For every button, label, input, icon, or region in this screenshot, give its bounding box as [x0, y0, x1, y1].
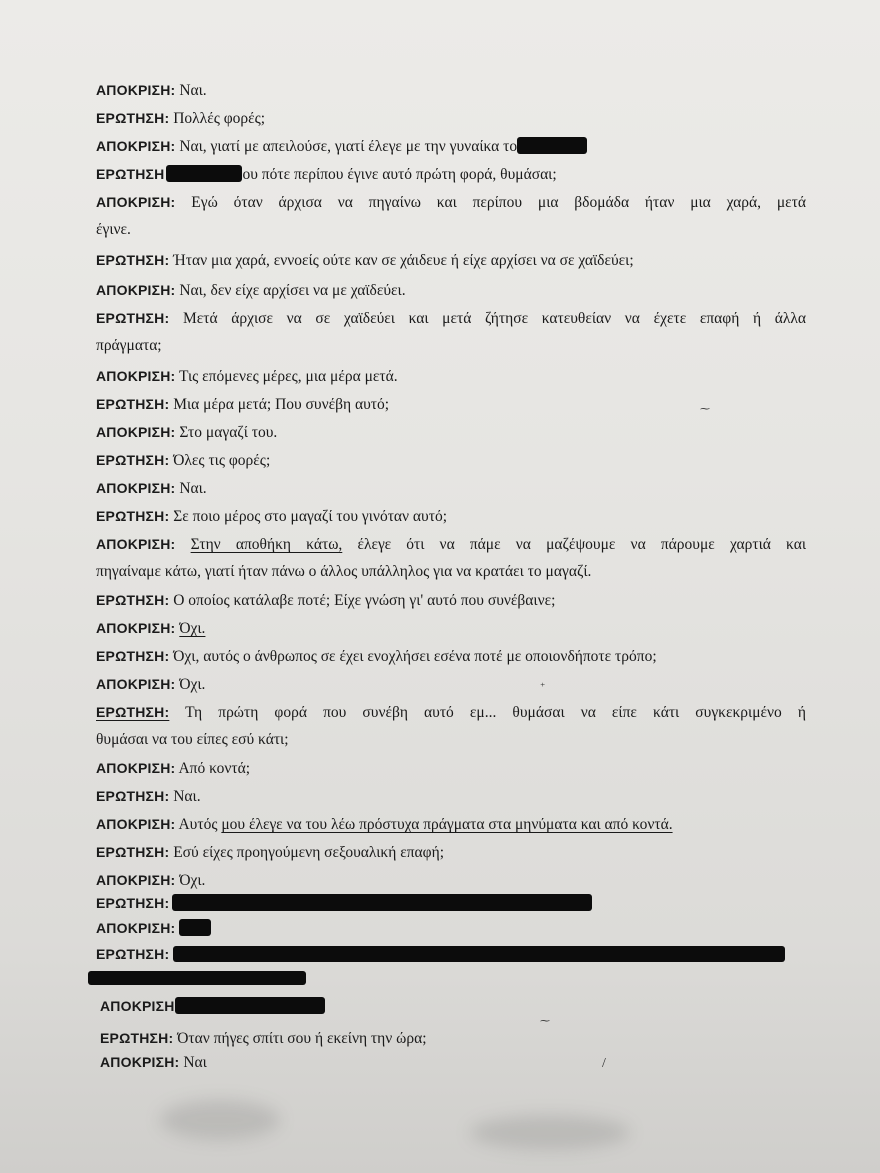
- transcript-line: [96, 308, 806, 329]
- answer-label: ΑΠΟΚΡΙΣΗ:: [96, 282, 176, 298]
- underlined-text: Όχι.: [179, 620, 206, 637]
- transcript-line: [96, 220, 820, 240]
- transcript-line: [96, 702, 806, 723]
- transcript-line: [96, 758, 820, 779]
- question-label: ΕΡΩΤΗΣΗ:: [96, 592, 170, 608]
- answer-label: ΑΠΟΚΡΙΣΗ:: [96, 920, 176, 936]
- question-label: ΕΡΩΤΗΣΗ: [96, 166, 165, 182]
- question-label: ΕΡΩΤΗΣΗ:: [96, 508, 170, 524]
- line-text: Ναι, γιατί με απειλούσε, γιατί έλεγε με την γυναίκα το: [179, 138, 518, 155]
- transcript-line: [96, 336, 820, 356]
- question-label: ΕΡΩΤΗΣΗ:: [96, 648, 170, 664]
- answer-label: ΑΠΟΚΡΙΣΗ:: [96, 82, 176, 98]
- line-text: Ναι.: [179, 82, 207, 99]
- answer-label: ΑΠΟΚΡΙΣΗ:: [96, 676, 176, 692]
- line-text: Όχι.: [179, 676, 206, 693]
- redaction-bar: [88, 971, 306, 985]
- transcript-line: [100, 1028, 820, 1049]
- line-text: Ναι, δεν είχε αρχίσει να με χαϊδεύει.: [179, 282, 406, 299]
- redaction-bar: [166, 165, 242, 182]
- question-label: ΕΡΩΤΗΣΗ:: [96, 310, 170, 326]
- redaction-bar: [179, 919, 211, 936]
- transcript-line: [96, 870, 820, 891]
- transcript-line: [96, 918, 820, 939]
- transcript-line: [96, 450, 820, 471]
- line-text: Εσύ είχες προηγούμενη σεξουαλική επαφή;: [173, 844, 445, 861]
- question-label: ΕΡΩΤΗΣΗ:: [96, 252, 170, 268]
- answer-label: ΑΠΟΚΡΙΣΗ:: [96, 194, 176, 210]
- transcript-line: [96, 164, 820, 185]
- answer-label: ΑΠΟΚΡΙΣΗ: [100, 998, 175, 1014]
- transcript-line: [96, 394, 820, 415]
- line-text: Στο μαγαζί του.: [179, 424, 278, 441]
- transcript-line: [96, 646, 820, 667]
- transcript-line: [96, 250, 820, 271]
- transcript-line: [96, 842, 820, 863]
- transcript-line: [96, 192, 806, 213]
- transcript-line: [96, 108, 820, 129]
- question-label: ΕΡΩΤΗΣΗ:: [96, 895, 170, 911]
- question-label: ΕΡΩΤΗΣΗ:: [100, 1030, 174, 1046]
- answer-label: ΑΠΟΚΡΙΣΗ:: [96, 368, 176, 384]
- smudge: [160, 1100, 280, 1140]
- answer-label: ΑΠΟΚΡΙΣΗ:: [96, 816, 176, 832]
- question-label: ΕΡΩΤΗΣΗ:: [96, 110, 170, 126]
- question-label: ΕΡΩΤΗΣΗ:: [96, 704, 170, 720]
- transcript-line: [88, 968, 820, 988]
- line-text: Μετά άρχισε να σε χαϊδεύει και μετά ζήτησε κατευθείαν να έχετε επαφή ή άλλα: [182, 310, 806, 327]
- transcript-line: [96, 944, 820, 965]
- line-text: Όχι, αυτός ο άνθρωπος σε έχει ενοχλήσει εσένα ποτέ με οποιονδήποτε τρόπο;: [173, 648, 657, 665]
- line-text: Τις επόμενες μέρες, μια μέρα μετά.: [179, 368, 398, 385]
- redaction-bar: [517, 137, 587, 154]
- transcript-line: [96, 366, 820, 387]
- ink-speck: ⁓: [540, 1016, 550, 1027]
- answer-label: ΑΠΟΚΡΙΣΗ:: [96, 760, 176, 776]
- line-text: Εγώ όταν άρχισα να πηγαίνω και περίπου μια βδομάδα ήταν μια χαρά, μετά: [191, 194, 806, 211]
- transcript-line: [96, 280, 820, 301]
- transcript-line: [96, 422, 820, 443]
- redaction-bar: [175, 997, 325, 1014]
- line-text: Ο οποίος κατάλαβε ποτέ; Είχε γνώση γι' αυτό που συνέβαινε;: [173, 592, 556, 609]
- answer-label: ΑΠΟΚΡΙΣΗ:: [96, 480, 176, 496]
- redaction-bar: [173, 946, 785, 962]
- line-text: Ναι: [183, 1054, 207, 1071]
- transcript-line: [100, 1052, 820, 1073]
- question-label: ΕΡΩΤΗΣΗ:: [96, 844, 170, 860]
- line-text: Πολλές φορές;: [173, 110, 266, 127]
- answer-label: ΑΠΟΚΡΙΣΗ:: [96, 872, 176, 888]
- line-text: Ήταν μια χαρά, εννοείς ούτε καν σε χάιδευε ή είχε αρχίσει να σε χαϊδεύει;: [173, 252, 634, 269]
- line-text: Όλες τις φορές;: [173, 452, 271, 469]
- answer-label: ΑΠΟΚΡΙΣΗ:: [96, 536, 176, 552]
- underlined-text: μου έλεγε να του λέω πρόστυχα πράγματα στα μηνύματα και από κοντά.: [221, 816, 673, 833]
- smudge: [470, 1115, 630, 1150]
- line-text: Τη πρώτη φορά που συνέβη αυτό εμ... θυμάσαι να είπε κάτι συγκεκριμένο ή: [185, 704, 806, 721]
- line-text: Ναι.: [179, 480, 207, 497]
- transcript-line: [96, 893, 820, 914]
- line-text: Από κοντά;: [178, 760, 250, 777]
- ink-speck: ⁺: [540, 682, 546, 693]
- underlined-text: Στην αποθήκη κάτω,: [190, 536, 343, 553]
- line-text: Μια μέρα μετά; Που συνέβη αυτό;: [173, 396, 390, 413]
- transcript-line: [96, 786, 820, 807]
- question-label: ΕΡΩΤΗΣΗ:: [96, 946, 170, 962]
- transcript-line: [96, 136, 820, 157]
- question-label: ΕΡΩΤΗΣΗ:: [96, 396, 170, 412]
- redaction-bar: [172, 894, 592, 911]
- transcript-line: [96, 562, 820, 582]
- line-text: Αυτός: [178, 816, 218, 833]
- line-text: Σε ποιο μέρος στο μαγαζί του γινόταν αυτό;: [173, 508, 448, 525]
- transcript-line: [96, 674, 820, 695]
- transcript-line: [96, 534, 806, 555]
- question-label: ΕΡΩΤΗΣΗ:: [96, 452, 170, 468]
- transcript-line: [96, 590, 820, 611]
- pen-mark: /: [602, 1056, 606, 1071]
- transcript-line: [96, 506, 820, 527]
- answer-label: ΑΠΟΚΡΙΣΗ:: [96, 620, 176, 636]
- line-text: έγινε.: [96, 221, 131, 238]
- line-text: θυμάσαι να του είπες εσύ κάτι;: [96, 731, 289, 748]
- line-text: έλεγε ότι να πάμε να μαζέψουμε να πάρουμε χαρτιά και: [357, 536, 806, 553]
- line-text: Όχι.: [179, 872, 206, 889]
- answer-label: ΑΠΟΚΡΙΣΗ:: [96, 138, 176, 154]
- line-text: πράγματα;: [96, 337, 162, 354]
- transcript-line: [96, 478, 820, 499]
- line-text: ου πότε περίπου έγινε αυτό πρώτη φορά, θυμάσαι;: [242, 166, 557, 183]
- line-text: πηγαίναμε κάτω, γιατί ήταν πάνω ο άλλος υπάλληλος για να κρατάει το μαγαζί.: [96, 563, 592, 580]
- transcript-line: [96, 730, 820, 750]
- transcript-line: [96, 80, 820, 101]
- ink-speck: ⁓: [700, 404, 710, 415]
- transcript-line: [100, 996, 820, 1017]
- transcript-line: [96, 814, 820, 835]
- answer-label: ΑΠΟΚΡΙΣΗ:: [100, 1054, 180, 1070]
- question-label: ΕΡΩΤΗΣΗ:: [96, 788, 170, 804]
- line-text: Ναι.: [173, 788, 201, 805]
- answer-label: ΑΠΟΚΡΙΣΗ:: [96, 424, 176, 440]
- line-text: Όταν πήγες σπίτι σου ή εκείνη την ώρα;: [177, 1030, 427, 1047]
- transcript-line: [96, 618, 820, 639]
